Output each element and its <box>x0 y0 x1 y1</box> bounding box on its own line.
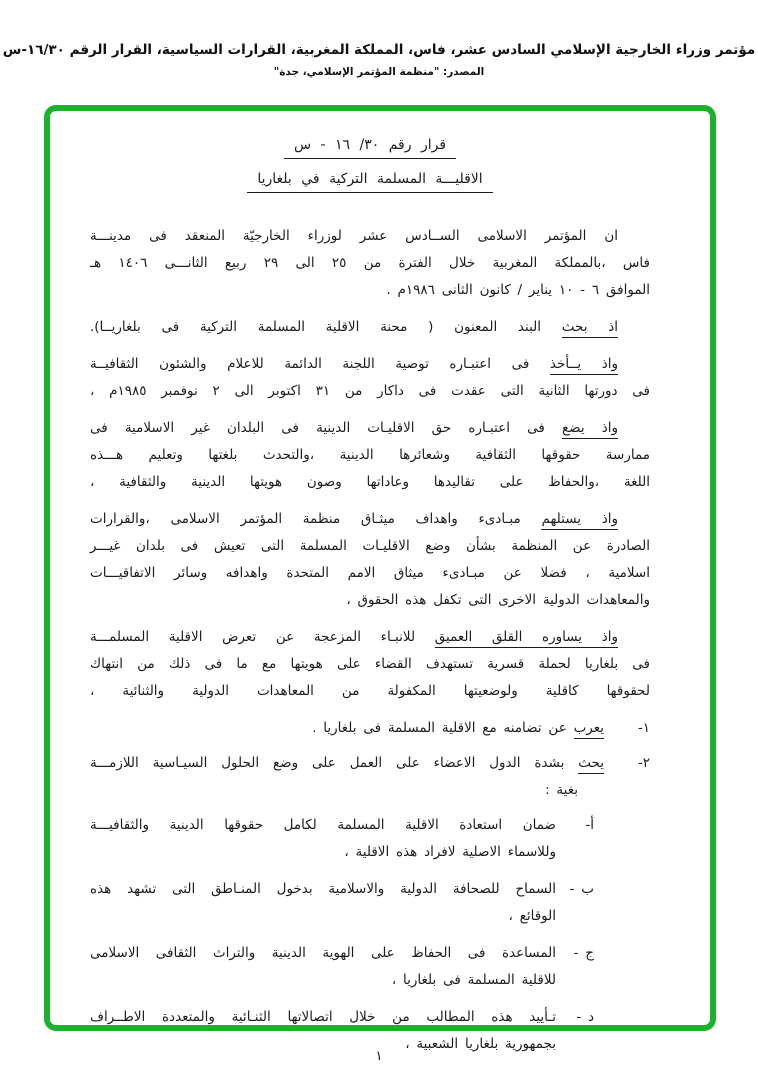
page-number: ١ <box>375 1049 383 1064</box>
text-line: ضمان استعادة الاقلية المسلمة لكامل حقوقها الدينية والثقافيـــة <box>90 817 556 833</box>
text-line: السماح للصحافة الدولية والاسلامية بدخول المنـاطق التى تشهد هذه <box>90 881 556 897</box>
item-body <box>90 715 604 742</box>
text-line: فى دورتها الثانية التى عقدت فى داكار من ٣١ اكتوبر الى ٢ نوفمبر ١٩٨٥م ، <box>90 383 650 399</box>
text-line: اسلامية ، فضلا عن مبـادىء ميثاق الامم المتحدة واهدافه وسائر الاتفاقيـــات <box>90 565 650 581</box>
item-lead-underlined: يحث <box>578 755 604 774</box>
text-line: فاس ،بالمملكة المغربية خلال الفترة من ٢٥ الى ٢٩ ربيع الثانـــى ١٤٠٦ هـ <box>90 255 650 271</box>
text-line: وللاسماء الاصلية لافراد هذه الاقلية ، <box>344 844 556 860</box>
operative-item-2 <box>90 750 650 804</box>
text-line: تـأييد هذه المطالب من خلال اتصالاتها الثنـائية والمتعددة الاطــراف <box>90 1009 556 1025</box>
text-line: فى بلغاريا لحملة قسرية تستهدف القضاء على هويتها مع ما فى ذلك من انتهاك <box>90 656 650 672</box>
item-body <box>90 750 604 804</box>
preamble-paragraph <box>90 223 650 304</box>
text-line: لحقوقها كاقلية ولوضعيتها المكفولة من المعاهدات الدولية والثنائية ، <box>90 683 650 699</box>
document-body <box>50 111 710 1058</box>
clause-paragraph <box>90 314 650 341</box>
text-line: ممارسة حقوقها الثقافية وشعائرها الدينية ،والتحدث بلغتها وتعليم هـــذه <box>90 447 650 463</box>
item-number: ٢- <box>637 755 650 771</box>
clause-lead-underlined: اذ بحث <box>562 319 618 338</box>
text-line <box>90 715 604 742</box>
text-line <box>90 624 650 651</box>
item-lead-underlined: يعرب <box>574 720 604 739</box>
sub-item-letter: د - <box>576 1009 594 1025</box>
operative-item-1 <box>90 715 650 742</box>
document-frame <box>44 105 716 1052</box>
clause-text: فى اعتبـاره توصية اللجنة الدائمة للاعلام والشئون الثقافيــة <box>90 356 550 372</box>
text-line <box>90 351 650 378</box>
clause-paragraph <box>90 415 650 496</box>
citation-header <box>0 42 758 78</box>
sub-item-letter: ج - <box>573 945 594 961</box>
clause-paragraph <box>90 351 650 405</box>
sub-item-c <box>90 940 594 994</box>
text-line: بجمهورية بلغاريا الشعبية ، <box>405 1036 556 1052</box>
text-line <box>90 506 650 533</box>
text-line: اللغة ،والحفاظ على تقاليدها وعاداتها وصون هويتها الدينية والثقافية ، <box>90 474 650 490</box>
text-line: ان المؤتمر الاسلامى الســادس عشر لوزراء الخارجيّة المنعقد فى مدينـــة <box>90 228 618 244</box>
resolution-subject-title: الاقليـــة المسلمة التركية في بلغاريا <box>247 171 492 193</box>
sub-item-a <box>90 812 594 866</box>
clause-paragraph <box>90 506 650 614</box>
clause-text: فى اعتبـاره حق الاقليـات الدينية فى البلدان غير الاسلامية فى <box>90 420 562 436</box>
clause-text: للانبـاء المزعجة عن تعرض الاقلية المسلمـــة <box>90 629 435 645</box>
clause-lead-underlined: واذ يستلهم <box>541 511 618 530</box>
text-line <box>90 750 604 777</box>
text-line: المساعدة فى الحفاظ على الهوية الدينية والتراث الثقافى الاسلامى <box>90 945 556 961</box>
text-line: للاقلية المسلمة فى بلغاريا ، <box>391 972 556 988</box>
text-line: بغية : <box>545 782 578 798</box>
text-line: الموافق ٦ - ١٠ يناير / كانون الثانى ١٩٨٦م . <box>386 282 650 298</box>
item-body <box>90 812 556 866</box>
sub-item-b <box>90 876 594 930</box>
text-line: والمعاهدات الدولية الاخرى التى تكفل هذه الحقوق ، <box>346 592 650 608</box>
item-text: بشدة الدول الاعضاء على العمل على وضع الحلول السيـاسية اللازمـــة <box>90 755 579 771</box>
citation-line: مؤتمر وزراء الخارجية الإسلامي السادس عشر، فاس، المملكة المغربية، القرارات السياسية، القرار الرقم ١٦/٣٠-س <box>2 42 756 58</box>
item-text: عن تضامنه مع الاقلية المسلمة فى بلغاريا . <box>312 720 574 736</box>
sub-item-letter: ب - <box>569 881 594 897</box>
source-line: المصدر: "منظمة المؤتمر الإسلامي، جدة" <box>273 66 485 78</box>
clause-lead-underlined: واذ يــأخذ <box>550 356 618 375</box>
text-line <box>90 415 650 442</box>
clause-text: البند المعنون ( محنة الاقلية المسلمة التركية فى بلغاريــا). <box>90 319 562 335</box>
clause-lead-underlined: واذ يساوره القلق العميق <box>435 629 618 648</box>
item-body <box>90 876 556 930</box>
sub-item-letter: أ- <box>585 817 594 833</box>
clause-paragraph <box>90 624 650 705</box>
text-line: الوقائع ، <box>508 908 556 924</box>
item-body <box>90 940 556 994</box>
resolution-number-title: قرار رقم ٣٠/ ١٦ - س <box>284 137 456 159</box>
clause-lead-underlined: واذ يضع <box>562 420 618 439</box>
item-number: ١- <box>637 720 650 736</box>
text-line <box>90 314 650 341</box>
text-line: الصادرة عن المنظمة بشأن وضع الاقليـات المسلمة التى تعيش فى بلدان غيـــر <box>90 538 650 554</box>
clause-text: مبـادىء واهداف ميثـاق منظمة المؤتمر الاسلامى ،والقرارات <box>90 511 542 527</box>
